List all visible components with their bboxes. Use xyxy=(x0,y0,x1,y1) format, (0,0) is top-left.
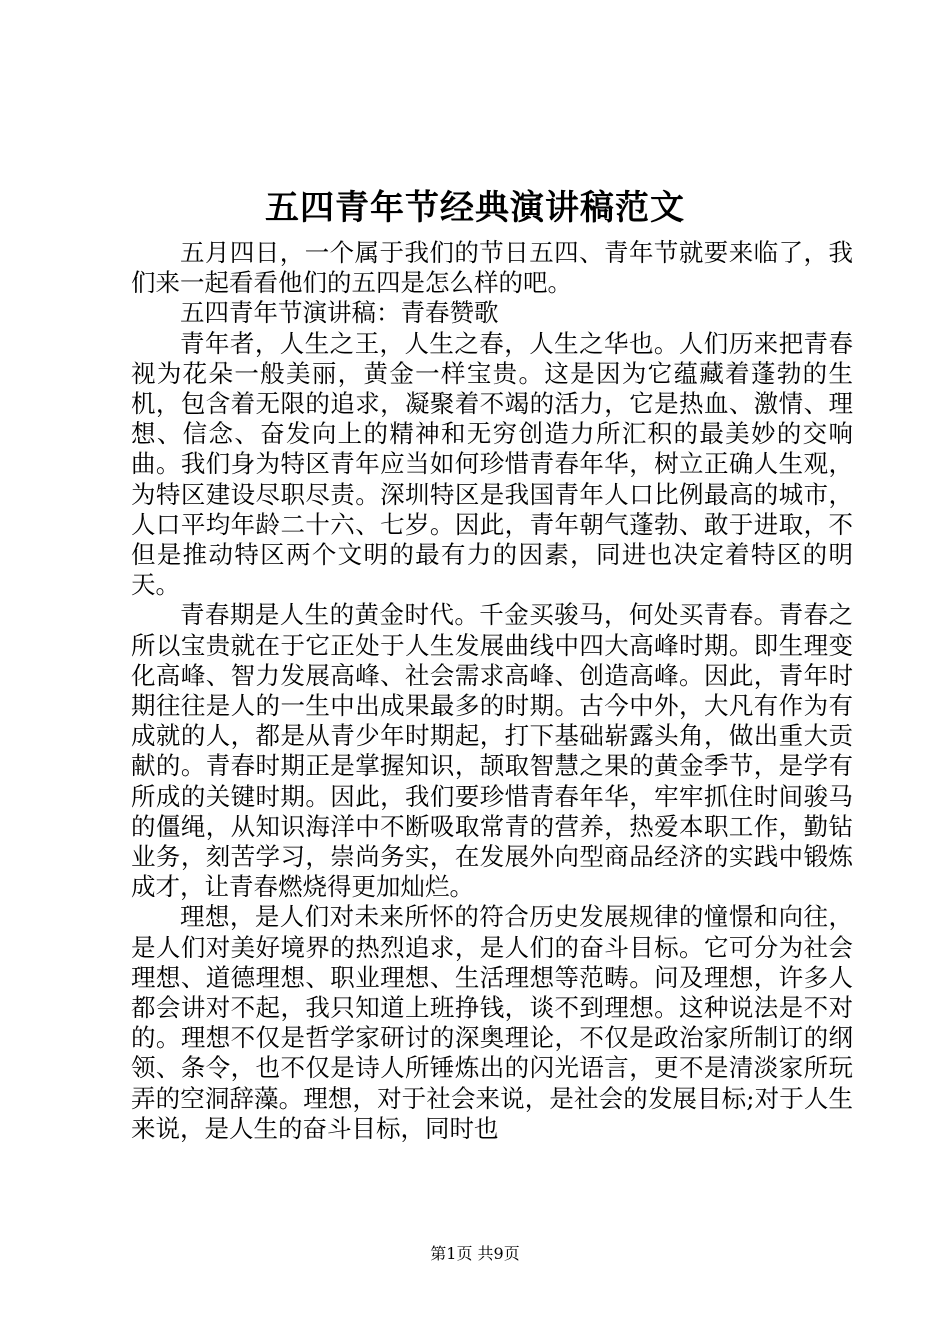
paragraph-ideals: 理想，是人们对未来所怀的符合历史发展规律的憧憬和向往，是人们对美好境界的热烈追求，是人们的奋斗目标。它可分为社会理想、道德理想、职业理想、生活理想等范畴。问及理想，许多人都会讲对不起，我只知道上班挣钱，谈不到理想。这种说法是不对的。理想不仅是哲学家研讨的深奥理论，不仅是政治家所制订的纲领、条令，也不仅是诗人所锤炼出的闪光语言，更不是清淡家所玩弄的空洞辞藻。理想，对于社会来说，是社会的发展目标;对于人生来说，是人生的奋斗目标，同时也 xyxy=(131,902,853,1143)
paragraph-subtitle: 五四青年节演讲稿：青春赞歌 xyxy=(180,298,499,328)
page-number-footer: 第1页 共9页 xyxy=(430,1244,520,1263)
document-body xyxy=(131,238,853,1144)
paragraph-intro: 五月四日，一个属于我们的节日五四、青年节就要来临了，我们来一起看看他们的五四是怎么样的吧。 xyxy=(131,238,853,298)
paragraph-golden-age: 青春期是人生的黄金时代。千金买骏马，何处买青春。青春之所以宝贵就在于它正处于人生发展曲线中四大高峰时期。即生理变化高峰、智力发展高峰、社会需求高峰、创造高峰。因此，青年时期往往是人的一生中出成果最多的时期。古今中外，大凡有作为有成就的人，都是从青少年时期起，打下基础崭露头角，做出重大贡献的。青春时期正是掌握知识，颉取智慧之果的黄金季节，是学有所成的关键时期。因此，我们要珍惜青春年华，牢牢抓住时间骏马的僵绳，从知识海洋中不断吸取常青的营养，热爱本职工作，勤钻业务，刻苦学习，崇尚务实，在发展外向型商品经济的实践中锻炼成才，让青春燃烧得更加灿烂。 xyxy=(131,600,853,902)
paragraph-youth: 青年者，人生之王，人生之春，人生之华也。人们历来把青春视为花朵一般美丽，黄金一样宝贵。这是因为它蕴藏着蓬勃的生机，包含着无限的追求，凝聚着不竭的活力，它是热血、激情、理想、信念、奋发向上的精神和无穷创造力所汇积的最美妙的交响曲。我们身为特区青年应当如何珍惜青春年华，树立正确人生观，为特区建设尽职尽责。深圳特区是我国青年人口比例最高的城市，人口平均年龄二十六、七岁。因此，青年朝气蓬勃、敢于进取，不但是推动特区两个文明的最有力的因素，同进也决定着特区的明天。 xyxy=(131,328,853,600)
document-title: 五四青年节经典演讲稿范文 xyxy=(265,188,685,228)
